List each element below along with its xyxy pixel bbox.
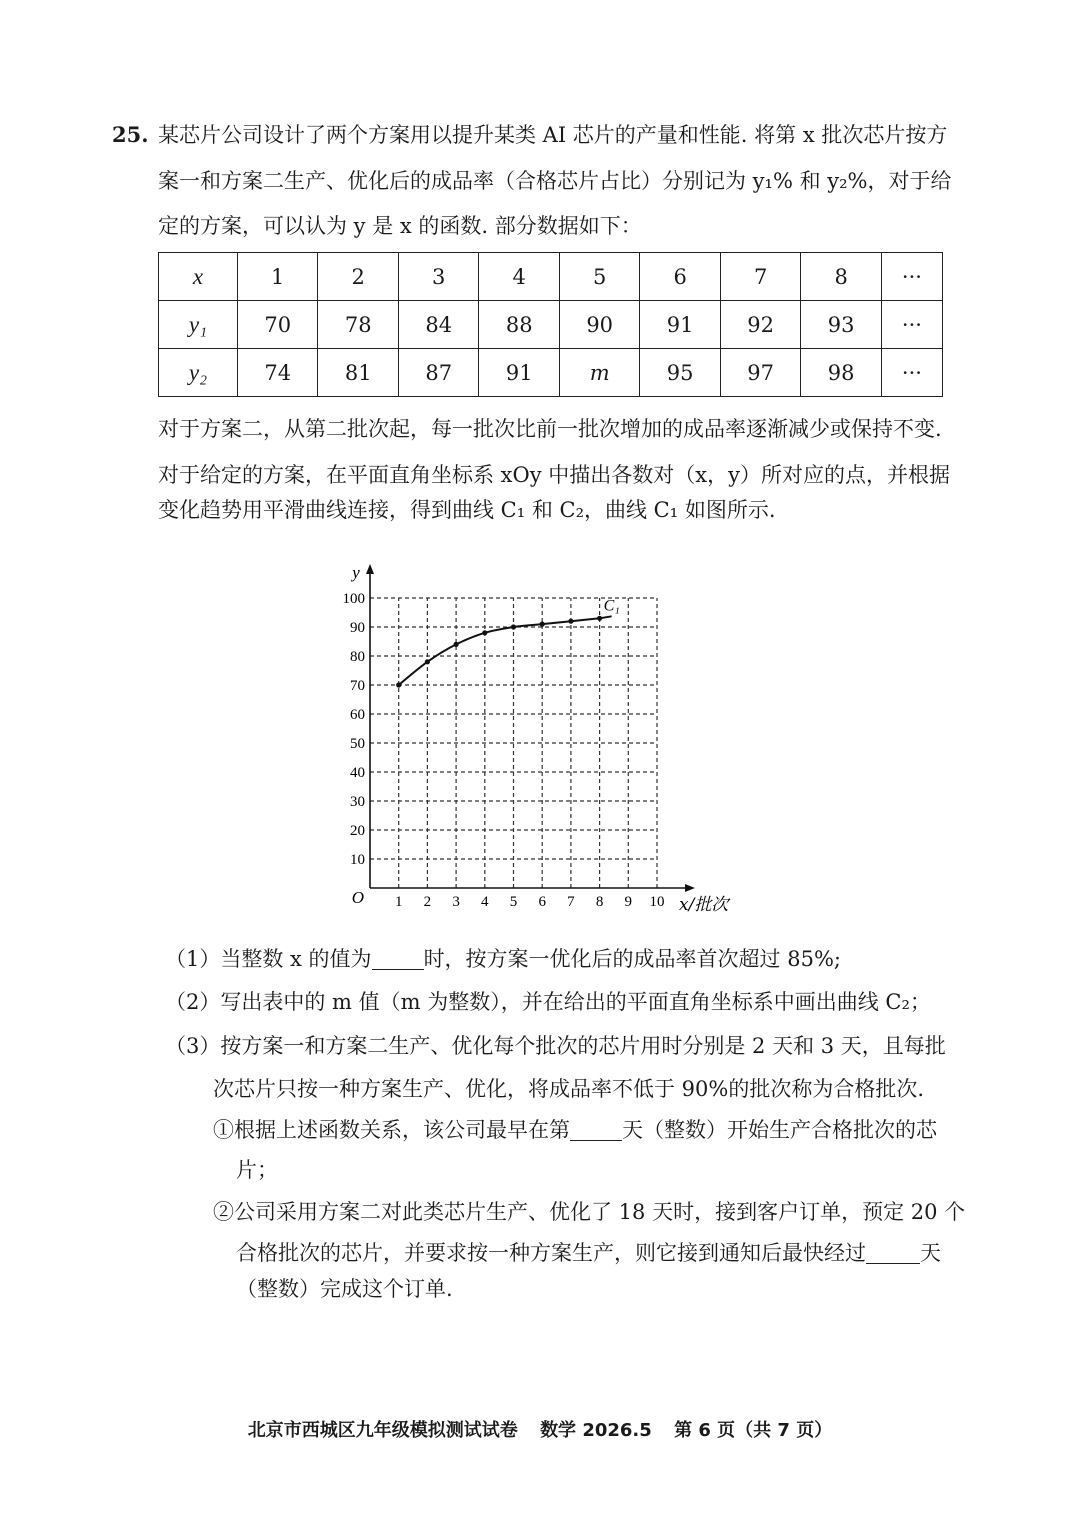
table-header-cell: 6 bbox=[640, 253, 720, 301]
coordinate-chart bbox=[320, 560, 750, 920]
x-axis-label: x/批次 bbox=[679, 895, 729, 915]
table-cell: 74 bbox=[238, 349, 318, 397]
q3-2-text-b: 天 bbox=[920, 1241, 941, 1265]
series-point bbox=[425, 659, 430, 664]
y-tick-label: 10 bbox=[350, 852, 365, 868]
origin-label: O bbox=[351, 888, 364, 907]
y-tick-label: 40 bbox=[350, 765, 365, 781]
chart-grid bbox=[370, 598, 657, 888]
x-tick-label: 1 bbox=[394, 894, 403, 910]
table-row-y1 bbox=[159, 301, 943, 349]
x-tick-label: 5 bbox=[509, 894, 518, 910]
series-label: C₁ bbox=[603, 597, 620, 615]
question-line-3: 定的方案，可以认为 y 是 x 的函数. 部分数据如下： bbox=[158, 214, 642, 238]
table-header-cell: 7 bbox=[720, 253, 800, 301]
table-cell: 78 bbox=[318, 301, 398, 349]
table-row-label: y₁ bbox=[159, 301, 238, 349]
footer-school: 北京市西城区九年级模拟测试试卷 bbox=[247, 1420, 518, 1441]
table-header-cell: ··· bbox=[881, 253, 942, 301]
table-header-cell: 8 bbox=[801, 253, 881, 301]
x-tick-label: 10 bbox=[649, 894, 665, 910]
table-cell: 87 bbox=[398, 349, 478, 397]
table-header-cell: 3 bbox=[398, 253, 478, 301]
table-row-label: y₂ bbox=[159, 349, 238, 397]
series-point bbox=[511, 624, 516, 629]
answer-blank-1[interactable] bbox=[372, 947, 424, 970]
series-point bbox=[568, 619, 573, 624]
chart-ticks bbox=[343, 563, 732, 915]
question-number: 25. bbox=[112, 122, 149, 147]
series-point bbox=[482, 630, 487, 635]
x-tick-label: 7 bbox=[567, 894, 575, 910]
table-cell: 95 bbox=[640, 349, 720, 397]
series-point bbox=[396, 682, 401, 687]
answer-blank-3[interactable] bbox=[866, 1241, 920, 1264]
y-axis-label: y bbox=[352, 563, 360, 582]
table-header-cell: 1 bbox=[238, 253, 318, 301]
question-line-2: 案一和方案二生产、优化后的成品率（合格芯片占比）分别记为 y₁% 和 y₂%，对于给 bbox=[158, 169, 952, 193]
table-header-cell: x bbox=[159, 253, 238, 301]
table-cell: 70 bbox=[238, 301, 318, 349]
x-tick-label: 4 bbox=[481, 894, 489, 910]
sub-question-3-2-line-3: （整数）完成这个订单. bbox=[236, 1277, 453, 1301]
table-cell: 98 bbox=[801, 349, 881, 397]
q3-1-text-b: 天（整数）开始生产合格批次的芯 bbox=[622, 1118, 937, 1142]
page-footer bbox=[0, 1416, 1080, 1442]
x-tick-label: 9 bbox=[624, 894, 633, 910]
table-header-cell: 2 bbox=[318, 253, 398, 301]
y-tick-label: 80 bbox=[350, 649, 365, 665]
y-tick-label: 30 bbox=[350, 794, 365, 810]
data-table bbox=[158, 252, 943, 397]
y-tick-label: 70 bbox=[350, 678, 365, 694]
table-header-cell: 5 bbox=[559, 253, 639, 301]
condition-line-2: 对于给定的方案，在平面直角坐标系 xOy 中描出各数对（x，y）所对应的点，并根据 bbox=[158, 463, 950, 487]
table-header-cell: 4 bbox=[479, 253, 559, 301]
table-cell: 84 bbox=[398, 301, 478, 349]
sub-question-3-1-cont: 片； bbox=[236, 1158, 278, 1182]
question-line-1: 某芯片公司设计了两个方案用以提升某类 AI 芯片的产量和性能. 将第 x 批次芯片按方 bbox=[158, 123, 948, 147]
y-tick-label: 60 bbox=[350, 707, 365, 723]
y-tick-label: 100 bbox=[342, 591, 365, 607]
footer-page: 第 6 页（共 7 页） bbox=[674, 1420, 833, 1441]
series-point bbox=[597, 616, 602, 621]
y-tick-label: 20 bbox=[350, 823, 365, 839]
y-tick-label: 90 bbox=[350, 620, 365, 636]
series-point bbox=[540, 622, 545, 627]
y-axis-arrow-icon bbox=[366, 564, 374, 574]
table-row-x bbox=[159, 253, 943, 301]
table-row-y2 bbox=[159, 349, 943, 397]
table-cell: 91 bbox=[640, 301, 720, 349]
chart-series bbox=[396, 597, 620, 687]
series-point bbox=[454, 642, 459, 647]
answer-blank-2[interactable] bbox=[570, 1118, 622, 1141]
table-cell: ··· bbox=[881, 301, 942, 349]
x-tick-label: 6 bbox=[538, 894, 546, 910]
sub-question-3-2-line-2 bbox=[236, 1238, 941, 1268]
footer-subject: 数学 2026.5 bbox=[540, 1420, 652, 1441]
table-cell: 90 bbox=[559, 301, 639, 349]
table-cell: 97 bbox=[720, 349, 800, 397]
condition-line-1: 对于方案二，从第二批次起，每一批次比前一批次增加的成品率逐渐减少或保持不变. bbox=[158, 417, 942, 441]
q3-2-text-a: 合格批次的芯片，并要求按一种方案生产，则它接到通知后最快经过 bbox=[236, 1241, 866, 1265]
y-tick-label: 50 bbox=[350, 736, 365, 752]
table-cell: 92 bbox=[720, 301, 800, 349]
table-cell: m bbox=[559, 349, 639, 397]
sub-question-3-2-line-1: ②公司采用方案二对此类芯片生产、优化了 18 天时，接到客户订单，预定 20 个 bbox=[213, 1200, 966, 1224]
x-axis-arrow-icon bbox=[685, 884, 695, 892]
sub-question-2: （2）写出表中的 m 值（m 为整数），并在给出的平面直角坐标系中画出曲线 C₂； bbox=[165, 990, 931, 1014]
chart-axes bbox=[366, 564, 695, 892]
x-tick-label: 3 bbox=[452, 894, 460, 910]
x-tick-label: 8 bbox=[595, 894, 604, 910]
q1-text-a: （1）当整数 x 的值为 bbox=[165, 947, 372, 971]
sub-question-3-line-1: （3）按方案一和方案二生产、优化每个批次的芯片用时分别是 2 天和 3 天，且每批 bbox=[165, 1034, 946, 1058]
table-cell: 81 bbox=[318, 349, 398, 397]
q3-1-text-a: ①根据上述函数关系，该公司最早在第 bbox=[213, 1118, 570, 1142]
table-cell: 93 bbox=[801, 301, 881, 349]
condition-line-3: 变化趋势用平滑曲线连接，得到曲线 C₁ 和 C₂，曲线 C₁ 如图所示. bbox=[158, 498, 776, 522]
table-cell: ··· bbox=[881, 349, 942, 397]
sub-question-3-line-2: 次芯片只按一种方案生产、优化，将成品率不低于 90%的批次称为合格批次. bbox=[213, 1077, 925, 1101]
table-cell: 91 bbox=[479, 349, 559, 397]
x-tick-label: 2 bbox=[423, 894, 432, 910]
sub-question-1 bbox=[165, 944, 841, 974]
sub-question-3-1 bbox=[213, 1115, 937, 1145]
table-cell: 88 bbox=[479, 301, 559, 349]
q1-text-b: 时，按方案一优化后的成品率首次超过 85%; bbox=[423, 947, 841, 971]
